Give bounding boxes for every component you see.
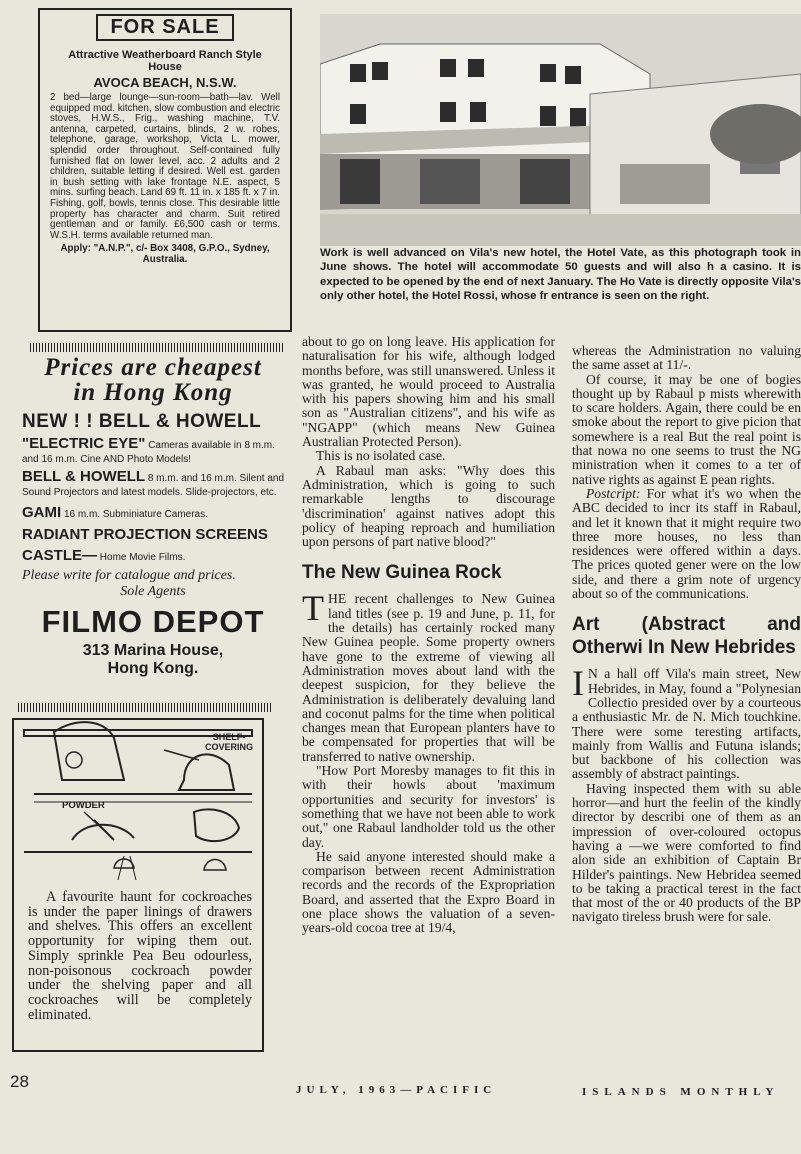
right-p4: N a hall off Vila's main street, New Hebrides, in May, found a "Polynesian Collectio presided over by a courteous a enthusiastic Mr. de N. Mich touchkine. There were some teresting artifacts, mainly from Wallis and Futuna islands; but backbone of his collection was assembly of abstract paintings. <box>572 666 801 782</box>
label-powder: POWDER <box>62 800 105 811</box>
for-sale-location: AVOCA BEACH, N.S.W. <box>93 75 237 90</box>
sole-agents: Sole Agents <box>120 584 186 599</box>
bh2-line <box>22 470 284 500</box>
for-sale-apply: Apply: "A.N.P.", c/- Box 3408, G.P.O., Sydney, Australia. <box>60 243 270 266</box>
right-p5: Having inspected them with su able horror—and hurt the feelin of the kindly director by describi one of them as an impression of over-coloured octopus having a —we were comforted to find alon side an exhibition of Captain Br Hilder's paintings. New Hebridea seemed to be taking a practical terest in the fact that most of the or 40 products of the BP navigato tireless brush were for sale. <box>572 780 801 925</box>
castle-line <box>22 547 284 564</box>
castle-title: CASTLE— <box>22 547 97 564</box>
right-p1: whereas the Administration no valuing the same asset at 11/-. <box>572 344 801 373</box>
art-heading: Art (Abstract and Otherwi In New Hebrides <box>572 614 801 659</box>
label-shelf-covering: SHELF-COVERING <box>204 732 253 752</box>
electric-eye: "ELECTRIC EYE" <box>22 435 146 452</box>
right-p3: For what it's wo when the ABC decided to incr its staff in Rabaul, and let it known that it might require two three more houses, no less than residences were offered within a days. The prices quoted gener were on the low side, and there a grim note of urgency about so of the communications. <box>572 485 801 602</box>
radiant-line: RADIANT PROJECTION SCREENS <box>22 526 268 543</box>
dropcap-t: T <box>302 588 324 629</box>
new-bell-howell: NEW ! ! BELL & HOWELL <box>22 411 262 432</box>
bh2-desc: 8 m.m. and 16 m.m. Silent and Sound Projectors and latest models. Slide-projectors, etc. <box>22 473 284 498</box>
electric-eye-line <box>22 437 284 467</box>
depot-address-1: 313 Marina House, <box>82 642 224 659</box>
right-p4-wrap <box>572 663 801 782</box>
depot-address-2: Hong Kong. <box>107 660 199 677</box>
middle-p3: A Rabaul man asks: "Why does this Administration, which is going to such remarkable lengths to discourage 'discrimination' against natives adopt this policy of heaping reproach and humiliation upon persons of part native blood?" <box>302 462 555 550</box>
filmo-depot: FILMO DEPOT <box>41 604 265 639</box>
hotel-photo-image <box>320 14 801 246</box>
for-sale-body: 2 bed—large lounge—sun-room—bath—lav. Well equipped mod. kitchen, slow combustion and electric stoves, H.W.S., Frig., washing machine, T.V. antenna, carpeted, curtains, blinds, 2 w. robes, telephone, garage, workshop, Victa L. mower, splendid order throughout. Self-contained fully furnished flat on lower level, acc. 2 adults and 2 children, suitable letting if desired. Well est. garden in bush setting with lake frontage N.E. aspect, 5 mins. surfing beach. Land 69 ft. 11 in. x 185 ft. x 7 in. Fishing, golf, bowls, tennis close. This desirable little property has character and charm. Suit retired gentleman and or family. £6,500 cash or terms. W.S.H. terms available returned man. <box>50 92 280 241</box>
page-number: 28 <box>10 1072 29 1091</box>
middle-p2: This is no isolated case. <box>316 448 446 464</box>
photo-caption: Work is well advanced on Vila's new hotel, the Hotel Vate, as this photograph took in June shows. The hotel will accommodate 50 guests and will also h a casino. It is expected to be opened by the end of next January. The Ho Vate is directly opposite Vila's only other hotel, the Hotel Rossi, whose fr entrance is seen on the right. <box>320 247 801 303</box>
castle-desc: Home Movie Films. <box>99 552 186 563</box>
footer-date: JULY, 1963—PACIFIC <box>296 1084 497 1096</box>
new-guinea-rock-heading: The New Guinea Rock <box>302 562 502 584</box>
gami-title: GAMI <box>22 504 62 521</box>
for-sale-ad <box>38 8 292 332</box>
right-p2: Of course, it may be one of bogies thought up by Rabaul p mists wherewith to scare holders. Again, there could be en smoke about the report to give picion that somewhere is a real But the real point is that nowa no one seems to trust the NG ministration when it comes to a ter of native rights as against E pean rights. <box>572 371 801 487</box>
middle-p4-wrap <box>302 588 555 764</box>
footer-magazine: ISLANDS MONTHLY <box>582 1086 780 1098</box>
bell-howell-ad <box>22 355 284 678</box>
for-sale-subtitle: Attractive Weatherboard Ranch Style House <box>68 49 262 73</box>
gami-desc: 16 m.m. Subminiature Cameras. <box>63 509 208 520</box>
right-column <box>572 344 801 1069</box>
gami-line <box>22 504 284 521</box>
cockroach-ad-text: A favourite haunt for cockroaches is under the paper linings of drawers and shelves. This offers an excellent opportunity for wiping them out. Simply sprinkle Pea Beu odourless, non-poisonous cockroach powder under the shelving paper and all cockroaches will be completely eliminated. <box>28 889 252 1023</box>
ad-headline: Prices are cheapest in Hong Kong <box>44 354 262 406</box>
right-p3-wrap <box>572 487 801 601</box>
middle-p6: He said anyone interested should make a comparison between recent Administration records and the records of the Expropriation Board, and asserted that the Expro Board in one place shows the valuation of a seven-years-old cocoa tree at 19/4, <box>302 848 555 936</box>
postscript-label: Postcript: <box>586 485 641 501</box>
dropcap-i: I <box>572 663 584 704</box>
hotel-photo <box>320 14 801 246</box>
please-write: Please write for catalogue and prices. <box>22 568 236 583</box>
middle-p4: HE recent challenges to New Guinea land titles (see p. 19 and June, p. 11, for the details) has certainly rocked many New Guinea people. Some property owners have gone to the extreme of viewing all Administration moves about land with the deepest suspicion, for they believe the Administration is deliberately devaluing land and coconut palms for the time when political changes mean that European planters have to be compensated for properties that will be transferred to native ownership. <box>302 591 555 764</box>
electric-eye-desc: Cameras available in 8 m.m. and 16 m.m. Cine AND Photo Models! <box>22 440 275 465</box>
middle-p1: about to go on long leave. His application for naturalisation for his wife, although lodged months before, was still unanswered. Unless it was granted, he would proceed to Australia with his papers showing him and his small son as "Australian citizens", and his wife as "NGAPP" (which means New Guinea Australian Protected Person). <box>302 335 555 450</box>
for-sale-title: FOR SALE <box>50 18 280 41</box>
middle-column <box>302 335 555 1065</box>
cockroach-ad <box>12 718 264 1052</box>
bh2-title: BELL & HOWELL <box>22 468 146 485</box>
ad-divider-top <box>30 343 285 352</box>
ad-divider-bottom <box>18 703 273 712</box>
middle-p5: "How Port Moresby manages to fit this in with their howls about 'maximum opportunities and security for investors' is something that we have not been able to work out," one Rabaul landholder told us the other day. <box>302 763 555 850</box>
